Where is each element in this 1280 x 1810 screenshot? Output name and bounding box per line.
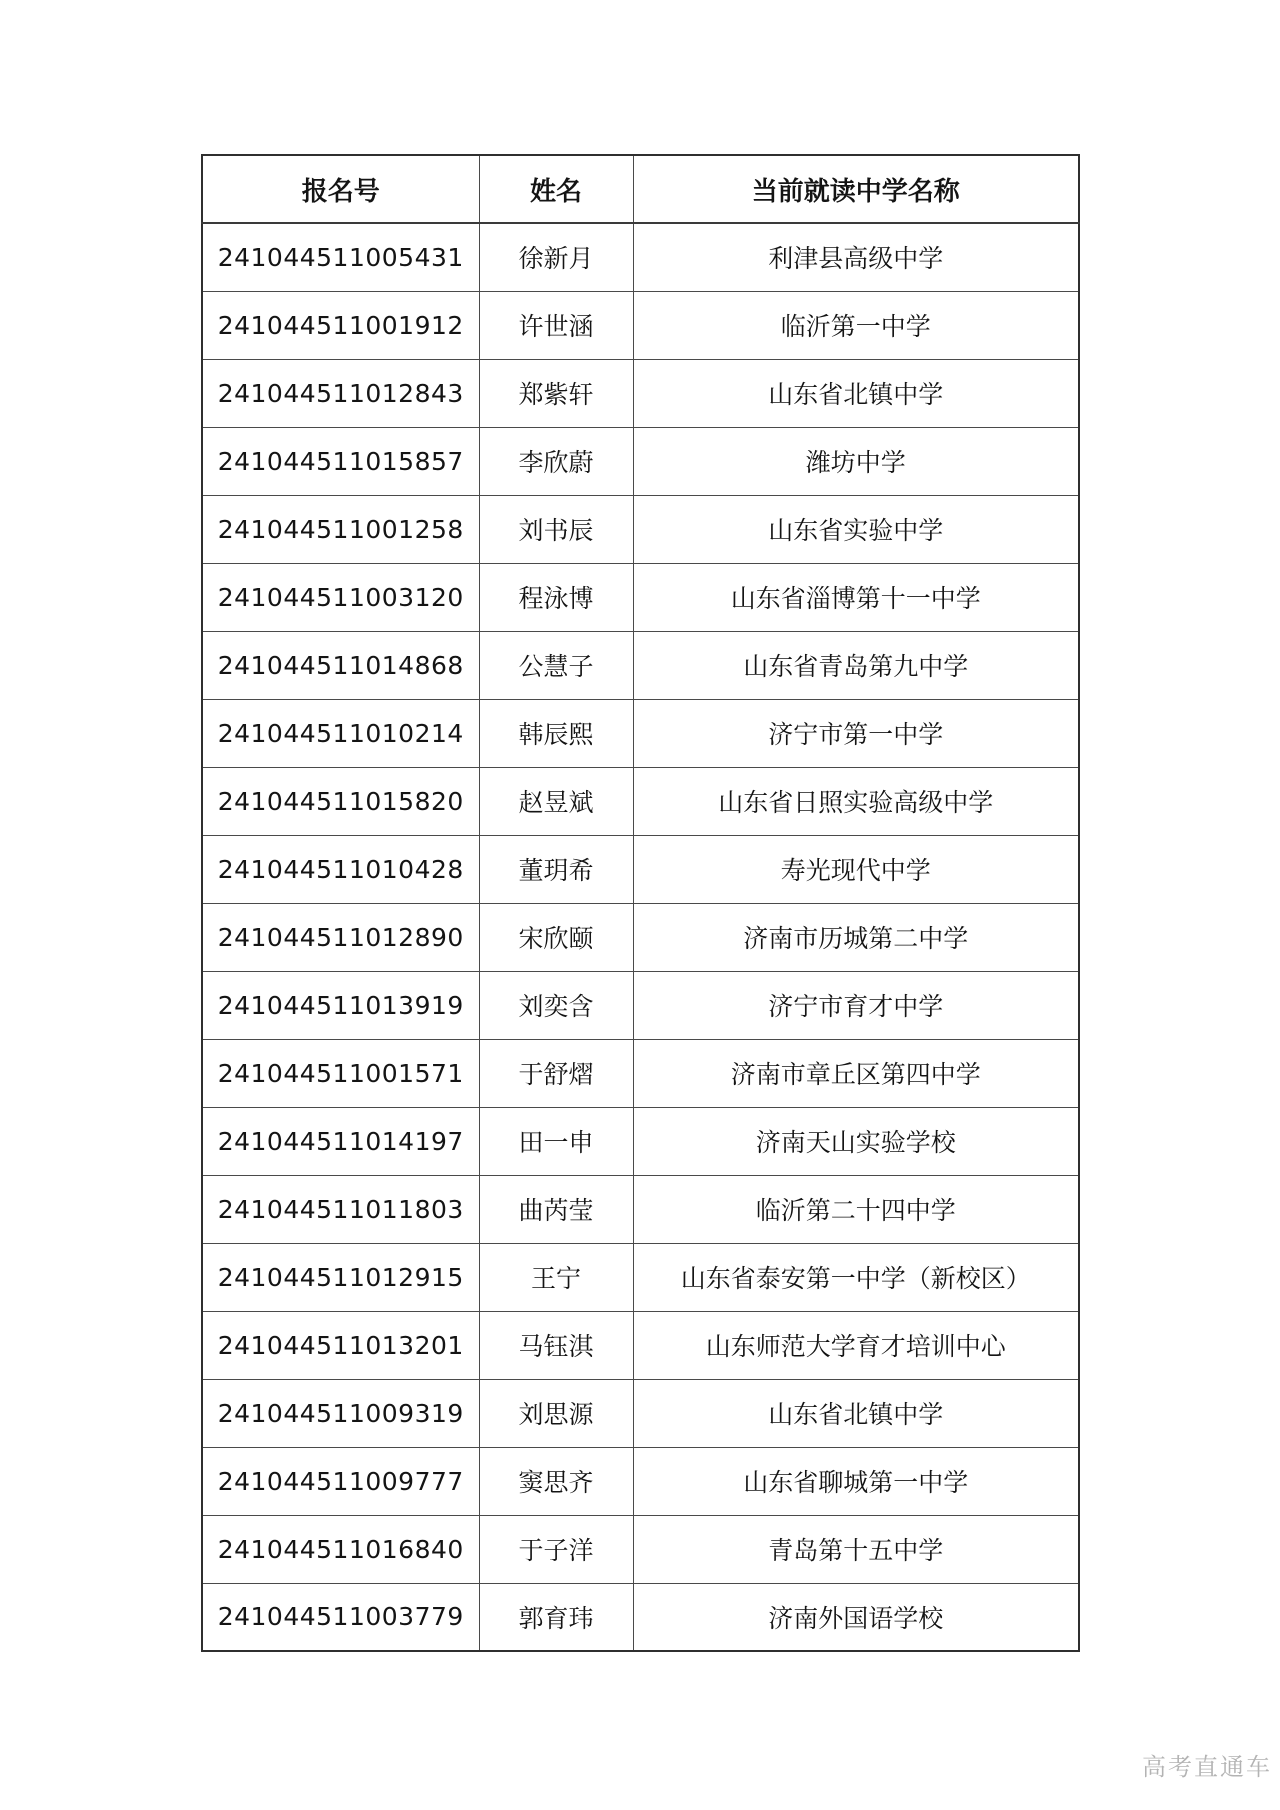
school-cell: 青岛第十五中学 (633, 1515, 1079, 1583)
reg-no-cell: 241044511005431 (202, 223, 479, 291)
school-cell: 济宁市第一中学 (633, 699, 1079, 767)
name-cell: 刘奕含 (479, 971, 633, 1039)
school-cell: 潍坊中学 (633, 427, 1079, 495)
name-cell: 郭育玮 (479, 1583, 633, 1651)
table-row (202, 427, 1079, 495)
name-cell: 窦思齐 (479, 1447, 633, 1515)
table-row (202, 1039, 1079, 1107)
name-cell: 王宁 (479, 1243, 633, 1311)
school-cell: 寿光现代中学 (633, 835, 1079, 903)
name-cell: 韩辰熙 (479, 699, 633, 767)
reg-no-cell: 241044511014197 (202, 1107, 479, 1175)
student-roster-table (201, 154, 1080, 1652)
table-row (202, 903, 1079, 971)
table-body (202, 223, 1079, 1651)
school-cell: 利津县高级中学 (633, 223, 1079, 291)
reg-no-cell: 241044511013919 (202, 971, 479, 1039)
reg-no-cell: 241044511016840 (202, 1515, 479, 1583)
table-row (202, 1447, 1079, 1515)
table-row (202, 631, 1079, 699)
school-cell: 山东省聊城第一中学 (633, 1447, 1079, 1515)
name-cell: 于子洋 (479, 1515, 633, 1583)
table-row (202, 1243, 1079, 1311)
name-cell: 曲芮莹 (479, 1175, 633, 1243)
school-cell: 山东省实验中学 (633, 495, 1079, 563)
name-cell: 李欣蔚 (479, 427, 633, 495)
watermark-text: 高考直通车 (1142, 1753, 1272, 1781)
reg-no-cell: 241044511001912 (202, 291, 479, 359)
reg-no-cell: 241044511010428 (202, 835, 479, 903)
reg-no-cell: 241044511001258 (202, 495, 479, 563)
reg-no-cell: 241044511012915 (202, 1243, 479, 1311)
reg-no-cell: 241044511010214 (202, 699, 479, 767)
header-school: 当前就读中学名称 (633, 155, 1079, 223)
header-row (202, 155, 1079, 223)
name-cell: 田一申 (479, 1107, 633, 1175)
reg-no-cell: 241044511013201 (202, 1311, 479, 1379)
header-name: 姓名 (479, 155, 633, 223)
reg-no-cell: 241044511014868 (202, 631, 479, 699)
reg-no-cell: 241044511015857 (202, 427, 479, 495)
table-row (202, 495, 1079, 563)
table-row (202, 835, 1079, 903)
school-cell: 济宁市育才中学 (633, 971, 1079, 1039)
name-cell: 董玥希 (479, 835, 633, 903)
table-row (202, 971, 1079, 1039)
school-cell: 山东省北镇中学 (633, 1379, 1079, 1447)
name-cell: 徐新月 (479, 223, 633, 291)
reg-no-cell: 241044511009777 (202, 1447, 479, 1515)
table-row (202, 291, 1079, 359)
school-cell: 山东省泰安第一中学（新校区） (633, 1243, 1079, 1311)
name-cell: 宋欣颐 (479, 903, 633, 971)
reg-no-cell: 241044511011803 (202, 1175, 479, 1243)
table-row (202, 1311, 1079, 1379)
name-cell: 于舒熠 (479, 1039, 633, 1107)
reg-no-cell: 241044511009319 (202, 1379, 479, 1447)
reg-no-cell: 241044511012890 (202, 903, 479, 971)
table-row (202, 359, 1079, 427)
table-row (202, 1583, 1079, 1651)
table-row (202, 563, 1079, 631)
name-cell: 公慧子 (479, 631, 633, 699)
name-cell: 刘书辰 (479, 495, 633, 563)
name-cell: 赵昱斌 (479, 767, 633, 835)
table-row (202, 699, 1079, 767)
school-cell: 济南市历城第二中学 (633, 903, 1079, 971)
school-cell: 临沂第二十四中学 (633, 1175, 1079, 1243)
school-cell: 济南市章丘区第四中学 (633, 1039, 1079, 1107)
name-cell: 刘思源 (479, 1379, 633, 1447)
table-row (202, 1379, 1079, 1447)
reg-no-cell: 241044511001571 (202, 1039, 479, 1107)
reg-no-cell: 241044511015820 (202, 767, 479, 835)
header-reg-no: 报名号 (202, 155, 479, 223)
school-cell: 山东省青岛第九中学 (633, 631, 1079, 699)
name-cell: 程泳博 (479, 563, 633, 631)
school-cell: 山东省北镇中学 (633, 359, 1079, 427)
school-cell: 济南天山实验学校 (633, 1107, 1079, 1175)
school-cell: 临沂第一中学 (633, 291, 1079, 359)
reg-no-cell: 241044511003779 (202, 1583, 479, 1651)
school-cell: 山东省日照实验高级中学 (633, 767, 1079, 835)
table-row (202, 223, 1079, 291)
school-cell: 山东省淄博第十一中学 (633, 563, 1079, 631)
reg-no-cell: 241044511003120 (202, 563, 479, 631)
table-row (202, 767, 1079, 835)
school-cell: 山东师范大学育才培训中心 (633, 1311, 1079, 1379)
reg-no-cell: 241044511012843 (202, 359, 479, 427)
name-cell: 郑紫轩 (479, 359, 633, 427)
table-row (202, 1107, 1079, 1175)
table-row (202, 1515, 1079, 1583)
table-row (202, 1175, 1079, 1243)
name-cell: 许世涵 (479, 291, 633, 359)
name-cell: 马钰淇 (479, 1311, 633, 1379)
school-cell: 济南外国语学校 (633, 1583, 1079, 1651)
